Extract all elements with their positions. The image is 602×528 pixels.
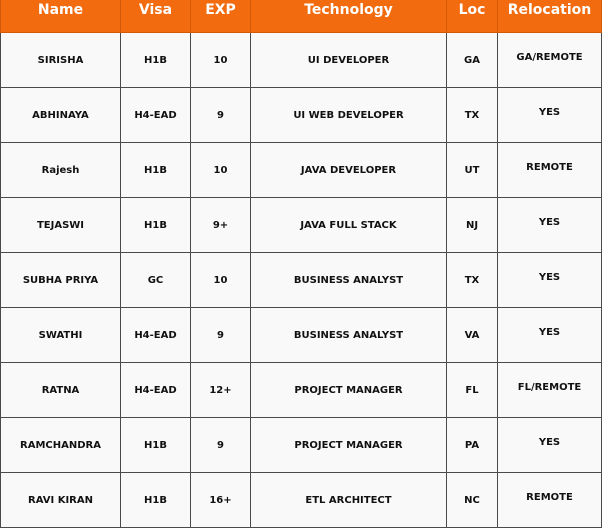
cell-loc: TX [447,253,498,308]
cell-technology: PROJECT MANAGER [251,363,447,418]
cell-visa: GC [121,253,191,308]
cell-visa: H1B [121,33,191,88]
cell-visa: H1B [121,143,191,198]
cell-exp: 10 [191,143,251,198]
cell-exp: 16+ [191,473,251,528]
cell-name: SUBHA PRIYA [1,253,121,308]
cell-visa: H4-EAD [121,88,191,143]
cell-loc: FL [447,363,498,418]
cell-technology: JAVA FULL STACK [251,198,447,253]
cell-exp: 9 [191,88,251,143]
column-header-technology: Technology [251,0,447,33]
cell-relocation: YES [498,418,602,473]
cell-relocation: YES [498,198,602,253]
cell-technology: ETL ARCHITECT [251,473,447,528]
table-row [1,253,602,308]
cell-loc: NJ [447,198,498,253]
table-row [1,418,602,473]
cell-visa: H4-EAD [121,363,191,418]
cell-exp: 9+ [191,198,251,253]
table-header-row [1,0,602,33]
column-header-name: Name [1,0,121,33]
table-row [1,198,602,253]
column-header-exp: EXP [191,0,251,33]
cell-relocation: YES [498,253,602,308]
cell-exp: 10 [191,253,251,308]
cell-visa: H1B [121,198,191,253]
cell-relocation: REMOTE [498,143,602,198]
table-row [1,88,602,143]
cell-relocation: YES [498,308,602,363]
column-header-loc: Loc [447,0,498,33]
cell-technology: JAVA DEVELOPER [251,143,447,198]
cell-relocation: GA/REMOTE [498,33,602,88]
cell-loc: VA [447,308,498,363]
cell-name: RAMCHANDRA [1,418,121,473]
cell-loc: UT [447,143,498,198]
cell-exp: 12+ [191,363,251,418]
cell-name: TEJASWI [1,198,121,253]
table-row [1,308,602,363]
cell-name: Rajesh [1,143,121,198]
cell-relocation: REMOTE [498,473,602,528]
cell-name: RAVI KIRAN [1,473,121,528]
cell-technology: BUSINESS ANALYST [251,308,447,363]
cell-relocation: YES [498,88,602,143]
table-row [1,363,602,418]
cell-name: RATNA [1,363,121,418]
cell-exp: 9 [191,418,251,473]
cell-loc: PA [447,418,498,473]
cell-technology: UI WEB DEVELOPER [251,88,447,143]
cell-exp: 9 [191,308,251,363]
cell-exp: 10 [191,33,251,88]
cell-technology: BUSINESS ANALYST [251,253,447,308]
cell-visa: H1B [121,418,191,473]
cell-name: SWATHI [1,308,121,363]
table-row [1,473,602,528]
cell-name: SIRISHA [1,33,121,88]
cell-name: ABHINAYA [1,88,121,143]
cell-visa: H4-EAD [121,308,191,363]
cell-visa: H1B [121,473,191,528]
column-header-visa: Visa [121,0,191,33]
cell-technology: UI DEVELOPER [251,33,447,88]
cell-loc: GA [447,33,498,88]
cell-relocation: FL/REMOTE [498,363,602,418]
cell-loc: NC [447,473,498,528]
cell-loc: TX [447,88,498,143]
table-row [1,33,602,88]
table-row [1,143,602,198]
cell-technology: PROJECT MANAGER [251,418,447,473]
column-header-relocation: Relocation [498,0,602,33]
